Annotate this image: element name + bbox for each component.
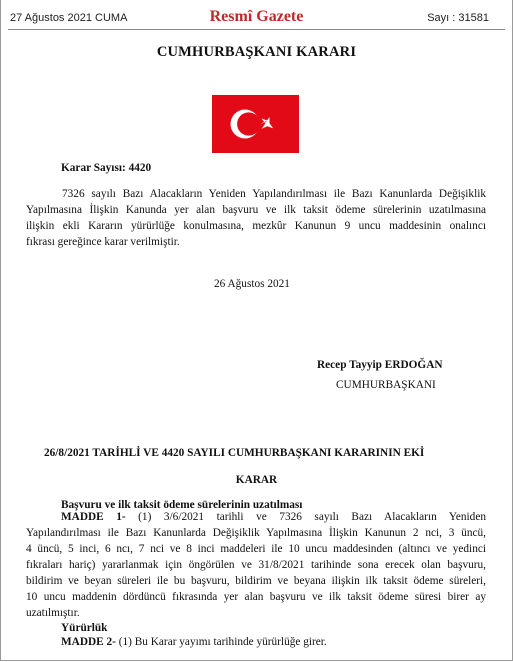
- issue-date: 27 Ağustos 2021 CUMA: [10, 12, 128, 24]
- decision-body-line: fıkrası gereğince karar verilmiştir.: [26, 236, 180, 248]
- page-title: CUMHURBAŞKANI KARARI: [156, 44, 357, 60]
- gazette-name: Resmî Gazete: [209, 8, 304, 25]
- article-1-line: uzatılmıştır.: [26, 607, 80, 619]
- decision-date: 26 Ağustos 2021: [214, 278, 290, 290]
- section-title-extension: Başvuru ve ilk taksit ödeme sürelerinin uzatılması: [61, 499, 303, 511]
- article-2: [61, 634, 327, 650]
- signer-name: Recep Tayyip ERDOĞAN: [317, 359, 443, 371]
- article-1-line: Yapılandırılması ile Bazı Kanunlarda Değişiklik Yapılmasına İlişkin Kanunun 2 nci, 3 üncü,: [26, 527, 486, 539]
- section-title-effective: Yürürlük: [61, 622, 108, 634]
- article-1-line: fıkraları hariç) yararlanmak için öngörülen ve 31/8/2021 tarihinde sona erecek olan başvuru,: [26, 559, 486, 571]
- signer-title: CUMHURBAŞKANI: [336, 379, 436, 391]
- article-1-first-line: [26, 509, 486, 525]
- article-1-line: (1) 3/6/2021 tarihli ve 7326 sayılı Bazı Alacakların Yeniden: [138, 511, 486, 523]
- article-2-label: MADDE 2-: [61, 636, 116, 648]
- article-1-line: bildirim ve beyan süreleri ile bu başvuru, bildirim ve beyana ilişkin ilk taksit ödeme süreleri,: [26, 575, 486, 587]
- decision-body-line: Yapılmasına İlişkin Kanunda yer alan başvuru ve ilk taksit ödeme sürelerinin uzatılmasına: [26, 204, 486, 216]
- article-1-label: MADDE 1-: [61, 511, 126, 523]
- article-2-text: (1) Bu Karar yayımı tarihinde yürürlüğe girer.: [118, 636, 327, 648]
- issue-number: Sayı : 31581: [427, 12, 489, 24]
- header-divider: [8, 29, 505, 30]
- article-1-line: 4 üncü, 5 inci, 6 ncı, 7 nci ve 8 inci maddeleri ile 10 uncu maddesinden (altıncı ve yedinci: [26, 543, 486, 555]
- decision-body-line: 7326 sayılı Bazı Alacakların Yeniden Yapılandırılması ile Bazı Kanunlarda Değişiklik: [62, 188, 486, 200]
- annex-subheading: KARAR: [235, 474, 278, 486]
- article-1: [26, 509, 486, 621]
- article-1-line: 10 uncu maddenin dördüncü fıkrasında yer alan başvuru ve ilk taksit ödeme süresi birer ay: [26, 591, 486, 603]
- decision-body-line: ilişkin ekli Kararın yürürlüğe konulmasına, mezkûr Kanunun 9 uncu maddesinin onalıncı: [26, 220, 486, 232]
- decision-body: [26, 186, 486, 250]
- annex-heading: 26/8/2021 TARİHLİ VE 4420 SAYILI CUMHURBAŞKANI KARARININ EKİ: [44, 447, 425, 459]
- decision-number: Karar Sayısı: 4420: [61, 162, 152, 174]
- turkish-flag-icon: [212, 95, 299, 153]
